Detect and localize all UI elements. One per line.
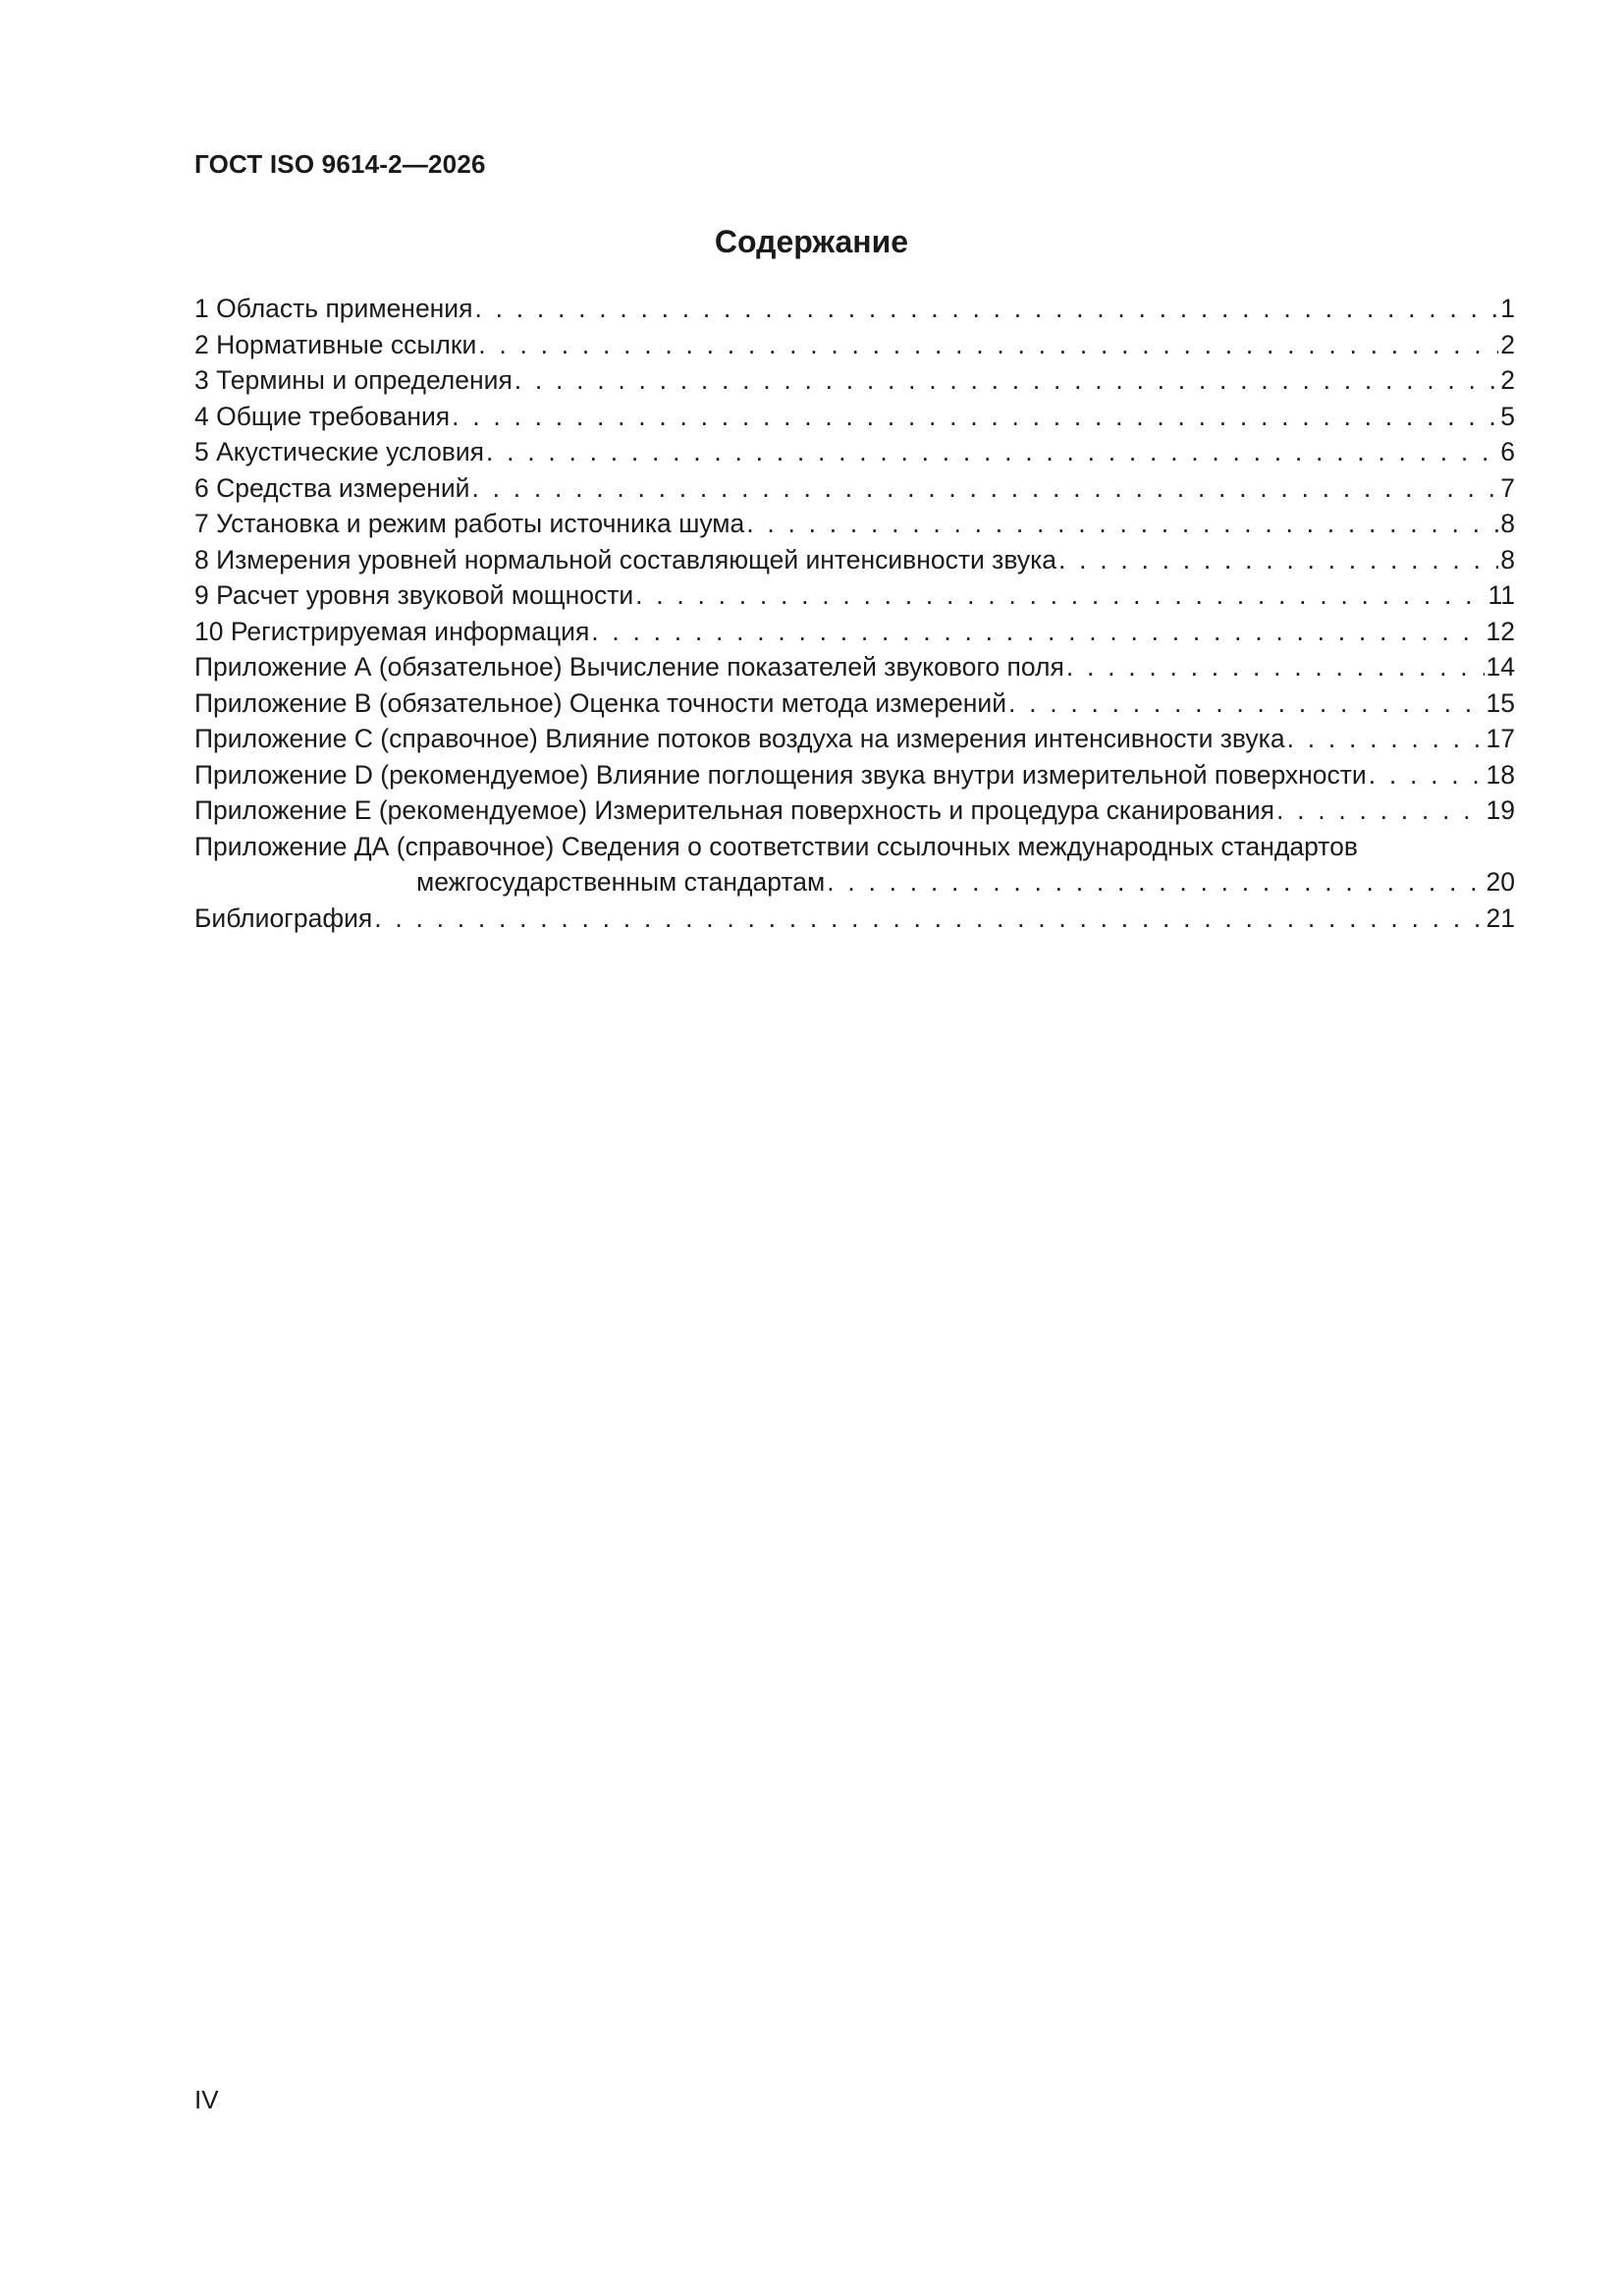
toc-entry-page: 14 [1486, 652, 1515, 682]
toc-leader-dots [1287, 721, 1485, 757]
toc-entry-page: 1 [1500, 294, 1515, 323]
toc-leader-dots [478, 327, 1498, 363]
toc-leader-dots [486, 434, 1498, 470]
toc-entry-page: 5 [1500, 401, 1515, 431]
toc-leader-dots [474, 291, 1498, 327]
toc-title: Содержание [714, 224, 909, 259]
toc-entry-title: 6 Средства измерений [194, 472, 470, 503]
toc-entry-title: Приложение С (справочное) Влияние потоков воздуха на измерения интенсивности звука [194, 724, 1285, 753]
toc-entry-title: 5 Акустические условия [194, 437, 485, 466]
toc-entry-title: 2 Нормативные ссылки [194, 329, 477, 359]
toc-entry[interactable] [194, 506, 1515, 542]
toc-entry-title: 3 Термины и определения [194, 365, 513, 395]
toc-entry[interactable] [194, 399, 1515, 435]
document-code-header: ГОСТ ISO 9614-2—2026 [194, 149, 486, 179]
toc-leader-dots [1369, 757, 1485, 793]
toc-entry-page: 15 [1486, 687, 1515, 718]
toc-entry-bibliography[interactable] [194, 901, 1515, 937]
page-number: IV [194, 2085, 219, 2114]
toc-leader-dots [1276, 793, 1484, 829]
toc-entry-title: Библиография [194, 902, 373, 933]
toc-entry-title: Приложение D (рекомендуемое) Влияние поглощения звука внутри измерительной поверхности [194, 759, 1367, 790]
toc-entry-appendix[interactable] [194, 829, 1515, 901]
toc-entry[interactable] [194, 327, 1515, 363]
toc-entry[interactable] [194, 470, 1515, 507]
toc-leader-dots [514, 362, 1498, 399]
toc-entry-page: 20 [1486, 867, 1515, 897]
toc-entry-title: Приложение А (обязательное) Вычисление показателей звукового поля [194, 652, 1064, 682]
toc-entry-title-continuation: межгосударственным стандартам [416, 867, 826, 897]
toc-entry[interactable] [194, 614, 1515, 650]
toc-leader-dots [1058, 542, 1498, 578]
toc-leader-dots [827, 864, 1484, 901]
toc-entry[interactable] [194, 577, 1515, 614]
toc-entry-title: 1 Область применения [194, 294, 473, 323]
toc-entry-page: 17 [1486, 724, 1515, 753]
toc-entry-title: Приложение В (обязательное) Оценка точности метода измерений [194, 687, 1007, 718]
toc-entry-title: 9 Расчет уровня звуковой мощности [194, 580, 634, 610]
toc-entry-title: Приложение Е (рекомендуемое) Измерительная поверхность и процедура сканирования [194, 795, 1275, 825]
toc-leader-dots [452, 399, 1498, 435]
toc-entry-appendix[interactable] [194, 757, 1515, 793]
toc-entry-page: 18 [1486, 759, 1515, 790]
toc-leader-dots [374, 901, 1484, 937]
toc-entry-title: 4 Общие требования [194, 401, 451, 431]
toc-entry-title: 7 Установка и режим работы источника шума [194, 509, 745, 538]
toc-entry[interactable] [194, 542, 1515, 578]
toc-entry-page: 8 [1500, 509, 1515, 538]
toc-entry-page: 12 [1486, 616, 1515, 646]
toc-entry-title: Приложение ДА (справочное) Сведения о соответствии ссылочных международных стандартов [194, 831, 1358, 861]
toc-entry-page: 6 [1500, 437, 1515, 466]
toc-entry-appendix[interactable] [194, 793, 1515, 829]
toc-entry-page: 8 [1500, 544, 1515, 574]
toc-entry-page: 7 [1500, 472, 1515, 503]
toc-entry-title: 10 Регистрируемая информация [194, 616, 590, 646]
toc-entry[interactable] [194, 291, 1515, 327]
toc-entry-continuation [194, 864, 1515, 901]
toc-entry-page: 19 [1486, 795, 1515, 825]
toc-entry-appendix[interactable] [194, 721, 1515, 757]
toc-leader-dots [746, 506, 1498, 542]
toc-entry-page: 11 [1488, 580, 1515, 610]
toc-entry-page: 2 [1500, 329, 1515, 359]
toc-leader-dots [591, 614, 1484, 650]
toc-entry-appendix[interactable] [194, 649, 1515, 685]
toc-entry-page: 2 [1500, 365, 1515, 395]
toc-leader-dots [1008, 685, 1484, 722]
toc-entry-appendix[interactable] [194, 685, 1515, 722]
toc-entry[interactable] [194, 434, 1515, 470]
toc-entry[interactable] [194, 362, 1515, 399]
table-of-contents [194, 291, 1515, 936]
toc-entry-page: 21 [1486, 902, 1515, 933]
toc-leader-dots [1066, 649, 1485, 685]
toc-leader-dots [635, 577, 1486, 614]
toc-leader-dots [472, 470, 1499, 507]
toc-entry-title: 8 Измерения уровней нормальной составляющей интенсивности звука [194, 544, 1056, 574]
